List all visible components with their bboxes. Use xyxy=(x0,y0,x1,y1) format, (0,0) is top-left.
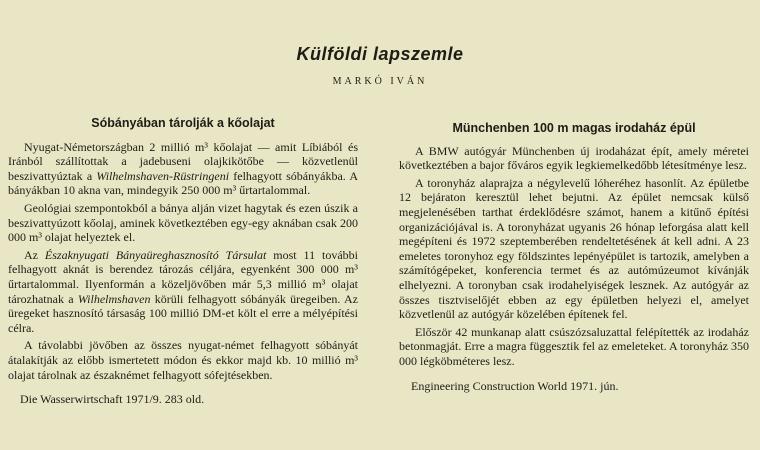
right-article xyxy=(399,121,749,393)
author-name: MARKÓ IVÁN xyxy=(332,76,428,87)
right-article-source: Engineering Construction World 1971. jún. xyxy=(411,378,619,393)
right-article-paragraph: Először 42 munkanap alatt csúszózsaluzattal felépítették az irodaház betonmagját. Erre a magra függesztik fel az emeleteket. A toronyház 350 000 légköbméteres lesz. xyxy=(399,324,749,368)
left-article-paragraph: Geológiai szempontokból a bánya alján vizet hagytak és ezen úszik a beszivattyúzott kőolaj, aminek következtében egy-egy aknában csak 200 000 m³ olajat helyeztek el. xyxy=(8,200,358,245)
right-article-paragraph: A toronyház alaprajza a négylevelű lóheréhez hasonlít. Az épületbe 12 bejáraton keresztül lehet bejutni. Az épület nemcsak külső megjelenésében tarthat érdeklődésre számot, hanem a kitűnő építési organizációjával is. A toronyházat ugyanis 26 hónap leforgása alatt kell megépíteni és 1972 szeptemberében rendeltetésének át kell adni. A 23 emeletes toronyhoz egy földszintes lepényépület is tartozik, amelyben a számítógépeket, konferencia termet és az autómúzeumot kívánják elhelyezni. A toronyban csak irodahelyiségek lesznek. Az autógyár az összes tisztviselőjét ebben az egy épületben helyezi el, amelyet közvetlenül az autógyár közelében építenek fel. xyxy=(399,175,749,322)
right-article-title: Münchenben 100 m magas irodaház épül xyxy=(452,121,696,135)
left-article-body xyxy=(8,140,358,383)
left-article-paragraph: Az Északnyugati Bányaüreghasznosító Társulat most 11 további felhagyott aknát is berendez tározás céljára, egyenként 300 000 m³ űrtartalommal. Ilyenformán a közeljövőben már 5,3 millió m³ olajat tározhatnak a Wilhelmshaven körüli felhagyott sóbányák üregeiben. Az üregeket hasznosító társaság 100 millió DM-et költ el erre a mélyépítési célra. xyxy=(8,247,359,335)
right-article-paragraph: A BMW autógyár Münchenben új irodaházat épít, amely méretei következtében a bajor főváros egyik legkiemelkedőbb létesítménye lesz. xyxy=(399,143,749,173)
right-article-body xyxy=(399,144,749,369)
left-article-source: Die Wasserwirtschaft 1971/9. 283 old. xyxy=(20,392,205,407)
page-title: Külföldi lapszemle xyxy=(296,44,464,64)
left-article-paragraph: A távolabbi jövőben az összes nyugat-német felhagyott sóbányát átalakítják az előbb ismertetett módon és ekkor majd kb. 10 millió m³ olajat tárolnak az északnémet felhagyott sófejtésekben. xyxy=(8,338,358,382)
left-article xyxy=(8,116,358,407)
left-article-paragraph: Nyugat-Németországban 2 millió m³ kőolajat — amit Líbiából és Iránból szállítottak a jadebuseni olajkikötőbe — közvetlenül beszivattyúztak a Wilhelmshaven-Rüstringeni felhagyott sóbányákba. A bányákban 10 akna van, mindegyik 250 000 m³ űrtartalommal. xyxy=(8,139,358,198)
left-article-title: Sóbányában tárolják a kőolajat xyxy=(91,116,275,130)
